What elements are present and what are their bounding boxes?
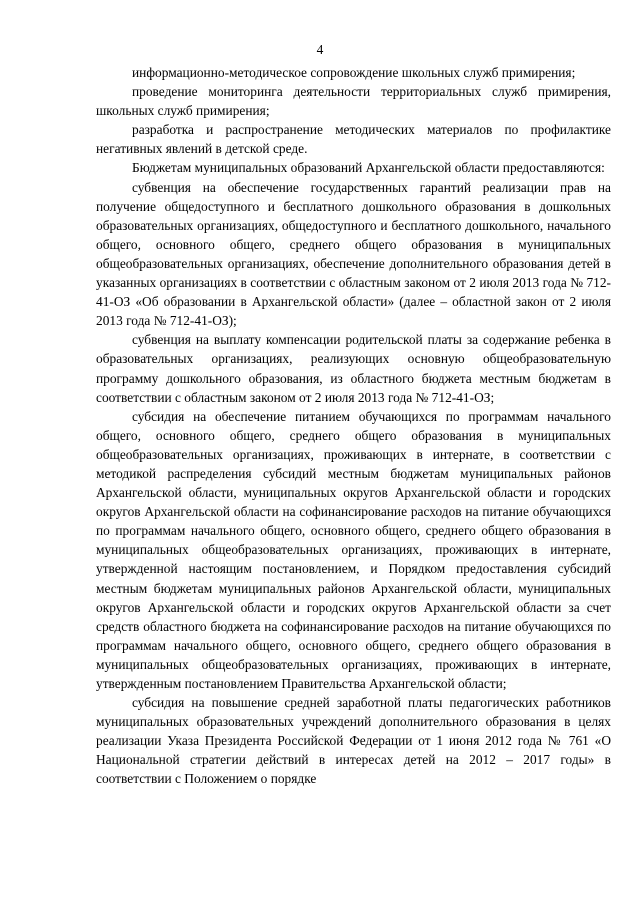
page-number: 4	[316, 42, 324, 57]
paragraph: субвенция на выплату компенсации родительской платы за содержание ребенка в образовательных организациях, реализующих основную общеобразовательную программу дошкольного образования, из областного бюджета местным бюджетам в соответствии с областным законом от 2 июля 2013 года № 712-41-ОЗ;	[96, 332, 611, 405]
paragraph: проведение мониторинга деятельности территориальных служб примирения, школьных служб примирения;	[96, 84, 611, 119]
paragraph: субсидия на обеспечение питанием обучающихся по программам начального общего, основного общего, среднего общего образования в муниципальных общеобразовательных организациях, проживающих в интернате, в соответствии с методикой распределения субсидий местным бюджетам муниципальных районов Архангельской области, муниципальных округов Архангельской области и городских округов Архангельской области на софинансирование расходов на питание обучающихся по программам начального общего, основного общего, среднего общего образования в муниципальных общеобразовательных организациях, проживающих в интернате, утвержденной настоящим постановлением, и Порядком предоставления субсидий местным бюджетам муниципальных районов Архангельской области, муниципальных округов Архангельской области и городских округов Архангельской области за счет средств областного бюджета на софинансирование расходов на питание обучающихся по программам начального общего, основного общего, среднего общего образования в муниципальных общеобразовательных организациях, проживающих в интернате, утвержденным постановлением Правительства Архангельской области;	[96, 408, 611, 691]
paragraph: информационно-методическое сопровождение школьных служб примирения;	[132, 65, 576, 80]
paragraph: Бюджетам муниципальных образований Архангельской области предоставляются:	[132, 160, 605, 176]
paragraph: субсидия на повышение средней заработной платы педагогических работников муниципальных образовательных учреждений дополнительного образования в целях реализации Указа Президента Российской Федерации от 1 июня 2012 года № 761 «О Национальной стратегии действий в интересах детей на 2012 – 2017 годы» в соответствии с Положением о порядке	[96, 695, 611, 787]
body-text	[96, 63, 611, 789]
paragraph: разработка и распространение методических материалов по профилактике негативных явлений в детской среде.	[96, 122, 611, 157]
paragraph: субвенция на обеспечение государственных гарантий реализации прав на получение общедоступного и бесплатного дошкольного образования в дошкольных образовательных организациях, общедоступного и бесплатного дошкольного, начального общего, основного общего, среднего общего образования в муниципальных общеобразовательных организациях, обеспечение дополнительного образования детей в указанных организациях в соответствии с областным законом от 2 июля 2013 года № 712-41-ОЗ «Об образовании в Архангельской области» (далее – областной закон от 2 июля 2013 года № 712-41-ОЗ);	[96, 179, 611, 329]
